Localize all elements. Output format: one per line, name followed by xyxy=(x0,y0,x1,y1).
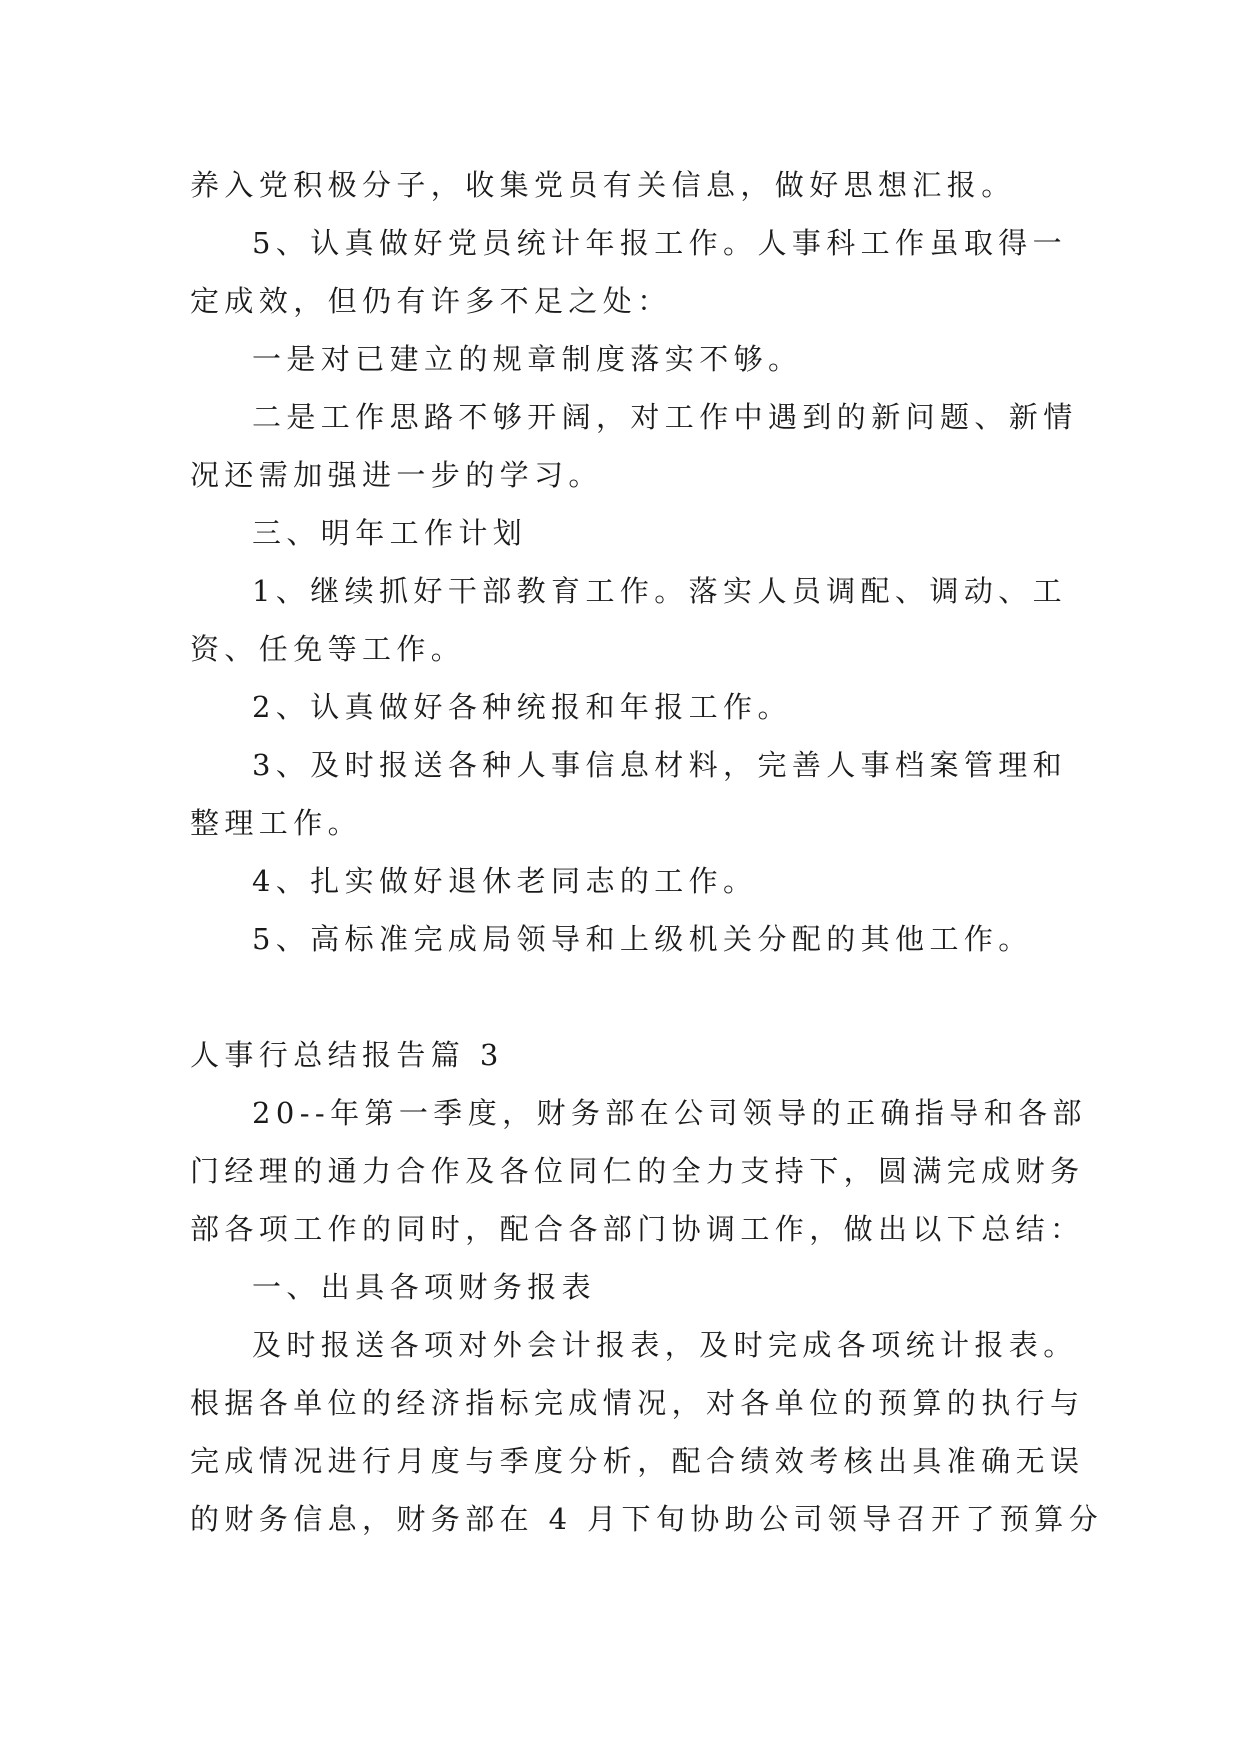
text-line: 2、认真做好各种统报和年报工作。 xyxy=(252,690,792,724)
text-line: 4、扎实做好退休老同志的工作。 xyxy=(252,864,758,898)
section-heading: 一、出具各项财务报表 xyxy=(252,1270,597,1304)
text-line: 5、高标准完成局领导和上级机关分配的其他工作。 xyxy=(252,922,1033,956)
text-line: 门经理的通力合作及各位同仁的全力支持下，圆满完成财务 xyxy=(190,1154,1085,1188)
section-heading: 三、明年工作计划 xyxy=(252,516,528,550)
text-line: 养入党积极分子，收集党员有关信息，做好思想汇报。 xyxy=(190,168,1016,202)
text-line: 资、任免等工作。 xyxy=(190,632,466,666)
text-line: 的财务信息，财务部在 4 月下旬协助公司领导召开了预算分 xyxy=(190,1502,1104,1536)
text-line: 3、及时报送各种人事信息材料，完善人事档案管理和 xyxy=(252,748,1068,782)
text-line: 完成情况进行月度与季度分析，配合绩效考核出具准确无误 xyxy=(190,1444,1085,1478)
text-line: 及时报送各项对外会计报表，及时完成各项统计报表。 xyxy=(252,1328,1078,1362)
text-line: 部各项工作的同时，配合各部门协调工作，做出以下总结： xyxy=(190,1212,1085,1246)
text-line: 整理工作。 xyxy=(190,806,363,840)
text-line: 1、继续抓好干部教育工作。落实人员调配、调动、工 xyxy=(252,574,1068,608)
text-line: 二是工作思路不够开阔，对工作中遇到的新问题、新情 xyxy=(252,400,1078,434)
text-line: 一是对已建立的规章制度落实不够。 xyxy=(252,342,803,376)
article-title: 人事行总结报告篇 3 xyxy=(190,1038,504,1072)
text-line: 定成效，但仍有许多不足之处： xyxy=(190,284,672,318)
text-line: 根据各单位的经济指标完成情况，对各单位的预算的执行与 xyxy=(190,1386,1085,1420)
text-line: 5、认真做好党员统计年报工作。人事科工作虽取得一 xyxy=(252,226,1068,260)
text-line: 况还需加强进一步的学习。 xyxy=(190,458,603,492)
text-line: 20--年第一季度，财务部在公司领导的正确指导和各部 xyxy=(252,1096,1087,1130)
